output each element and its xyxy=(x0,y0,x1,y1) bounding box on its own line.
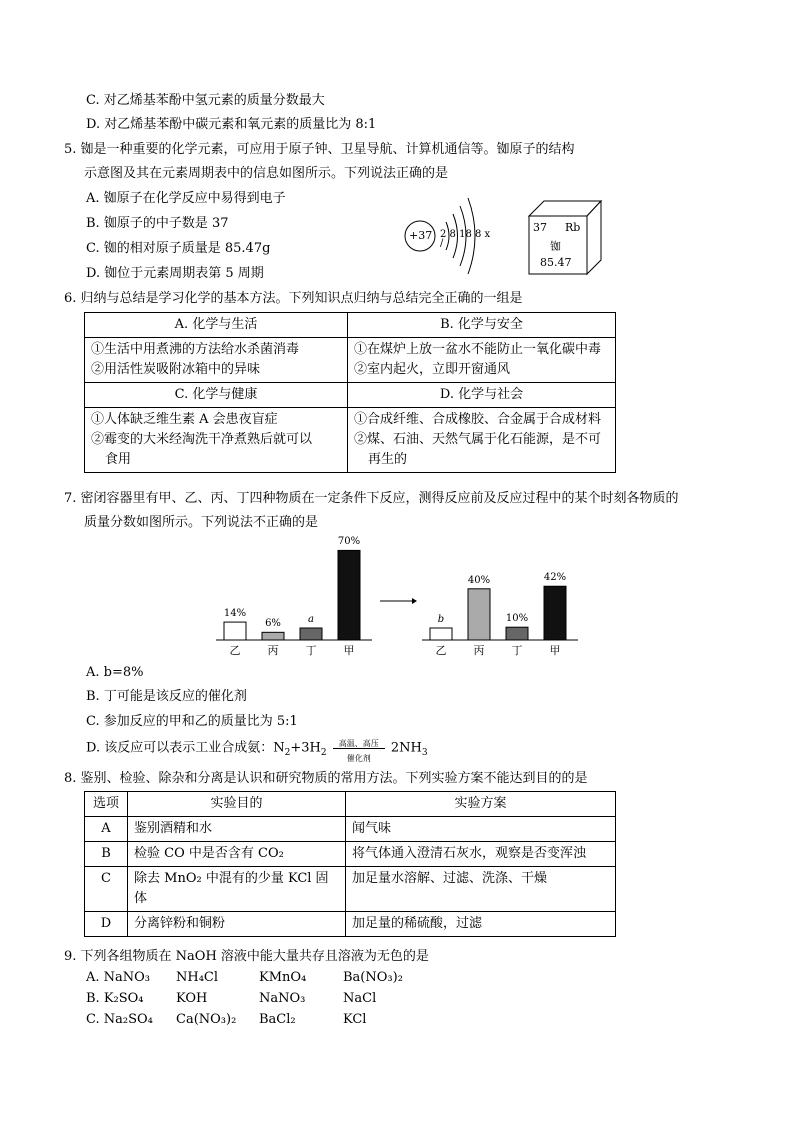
q6-a-item2: ②用活性炭吸附冰箱中的异味 xyxy=(91,362,261,377)
q7-condition-line xyxy=(333,748,385,749)
q7-condition-top: 高温、高压 xyxy=(338,739,379,748)
tick-label: 丙 xyxy=(267,644,279,657)
q6-d-item1: ①合成纤维、合成橡胶、合金属于合成材料 xyxy=(354,412,602,427)
q8-row-goal: 鉴别酒精和水 xyxy=(128,817,346,842)
q6-table xyxy=(84,312,616,473)
q8-row-plan: 将气体通入澄清石灰水，观察是否变浑浊 xyxy=(346,842,616,867)
q8-row-goal: 除去 MnO₂ 中混有的少量 KCl 固体 xyxy=(128,867,346,912)
q8-header-plan: 实验方案 xyxy=(346,792,616,817)
q6-d-title: D. 化学与社会 xyxy=(348,383,616,408)
q6-b-item1: ①在煤炉上放一盆水不能防止一氧化碳中毒 xyxy=(354,342,602,357)
table-row xyxy=(85,867,616,912)
q8-row-key: C xyxy=(85,867,128,912)
cube-symbol: Rb xyxy=(565,221,581,234)
table-row xyxy=(85,842,616,867)
q7-option-a: A. b=8% xyxy=(86,665,144,680)
q7-condition-bottom: 催化剂 xyxy=(346,754,371,763)
bar xyxy=(300,628,322,640)
q8-row-goal: 检验 CO 中是否含有 CO₂ xyxy=(128,842,346,867)
q8-row-plan: 闻气味 xyxy=(346,817,616,842)
tick-label: 丁 xyxy=(305,644,317,657)
q5-option-d: D. 铷位于元素周期表第 5 周期 xyxy=(86,266,264,281)
q6-d-item2b: 再生的 xyxy=(368,452,408,467)
q7-option-d-post: 2NH xyxy=(390,740,422,756)
q8-row-plan: 加足量水溶解、过滤、洗涤、干燥 xyxy=(346,867,616,912)
tick-label: 丙 xyxy=(473,644,485,657)
bar xyxy=(430,628,452,640)
q4-option-d: D. 对乙烯基苯酚中碳元素和氧元素的质量比为 8:1 xyxy=(86,117,377,132)
tick-label: 甲 xyxy=(343,644,355,657)
q7-n2-sub: 2 xyxy=(284,748,291,759)
q9-option-a-1: A. NaNO₃ xyxy=(86,970,151,985)
bar xyxy=(224,622,246,640)
q7-option-d: D. 该反应可以表示工业合成氨：$N_2+3H_2$ 高温、高压 催化剂 $2NH_3$ xyxy=(86,739,428,762)
q7-stem-line2: 质量分数如图所示。下列说法不正确的是 xyxy=(84,515,319,530)
data-label: 6% xyxy=(265,618,281,630)
q9-stem: 9. 下列各组物质在 NaOH 溶液中能大量共存且溶液为无色的是 xyxy=(64,949,429,964)
q8-stem: 8. 鉴别、检验、除杂和分离是认识和研究物质的常用方法。下列实验方案不能达到目的的是 xyxy=(64,771,588,786)
data-label: 42% xyxy=(543,572,567,584)
q9-option-b-2: KOH xyxy=(176,991,208,1006)
q4-option-c: C. 对乙烯基苯酚中氢元素的质量分数最大 xyxy=(86,93,325,108)
cube-atomic-number: 37 xyxy=(533,221,547,234)
q6-stem: 6. 归纳与总结是学习化学的基本方法。下列知识点归纳与总结完全正确的一组是 xyxy=(64,291,523,306)
tick-label: 乙 xyxy=(229,644,241,657)
q7-nh3-sub: 3 xyxy=(421,748,428,759)
q7-option-d-pre: D. 该反应可以表示工业合成氨：N xyxy=(86,740,285,756)
q6-b-title: B. 化学与安全 xyxy=(348,313,616,338)
data-label: 40% xyxy=(467,574,491,586)
q7-reaction-condition xyxy=(331,739,387,763)
q8-header-key: 选项 xyxy=(85,792,128,817)
q9-option-c-3: BaCl₂ xyxy=(259,1012,296,1027)
nucleus-charge: +37 xyxy=(409,229,433,242)
q5-option-a: A. 铷原子在化学反应中易得到电子 xyxy=(86,191,286,206)
q9-option-c-1: C. Na₂SO₄ xyxy=(86,1012,153,1027)
q8-row-key: B xyxy=(85,842,128,867)
q6-a-items xyxy=(85,338,348,383)
bar-chart-after xyxy=(420,530,580,662)
q9-option-b-4: NaCl xyxy=(343,991,377,1006)
q8-row-key: A xyxy=(85,817,128,842)
q9-option-b-1: B. K₂SO₄ xyxy=(86,991,144,1006)
table-row xyxy=(85,817,616,842)
data-label: 14% xyxy=(223,608,247,620)
q6-a-item1: ①生活中用煮沸的方法给水杀菌消毒 xyxy=(91,342,300,357)
q6-c-item2b: 食用 xyxy=(105,452,132,467)
q9-option-a-2: NH₄Cl xyxy=(176,970,219,985)
q6-c-item2a: ②霉变的大米经淘洗干净煮熟后就可以 xyxy=(91,432,313,447)
q9-option-a-3: KMnO₄ xyxy=(259,970,307,985)
q6-c-title: C. 化学与健康 xyxy=(85,383,348,408)
q9-option-c-2: Ca(NO₃)₂ xyxy=(176,1012,237,1027)
q8-row-plan: 加足量的稀硫酸，过滤 xyxy=(346,912,616,937)
q9-option-b-3: NaNO₃ xyxy=(259,991,306,1006)
q9-option-a-4: Ba(NO₃)₂ xyxy=(343,970,403,985)
tick-label: 甲 xyxy=(549,644,561,657)
bar xyxy=(338,550,360,640)
q9-option-c-4: KCl xyxy=(343,1012,367,1027)
q5-stem-line2: 示意图及其在元素周期表中的信息如图所示。下列说法正确的是 xyxy=(84,166,449,181)
q8-row-key: D xyxy=(85,912,128,937)
bar-chart-before xyxy=(214,530,374,662)
table-row xyxy=(85,912,616,937)
data-label: b xyxy=(437,614,445,625)
q7-stem-line1: 7. 密闭容器里有甲、乙、丙、丁四种物质在一定条件下反应，测得反应前及反应过程中的某个时刻各物质的 xyxy=(64,491,679,506)
q6-a-title: A. 化学与生活 xyxy=(85,313,348,338)
q7-option-b: B. 丁可能是该反应的催化剂 xyxy=(86,689,247,704)
q7-h2-sub: 2 xyxy=(320,748,327,759)
q6-c-item1: ①人体缺乏维生素 A 会患夜盲症 xyxy=(91,412,278,427)
q7-option-c: C. 参加反应的甲和乙的质量比为 5:1 xyxy=(86,714,298,729)
q5-option-c: C. 铷的相对原子质量是 85.47g xyxy=(86,241,271,256)
bar xyxy=(544,586,566,640)
tick-label: 丁 xyxy=(511,644,523,657)
electron-shells: 2 8 18 8 x xyxy=(440,229,491,240)
reaction-arrow xyxy=(378,595,418,607)
data-label: 70% xyxy=(337,536,361,548)
q5-option-b: B. 铷原子的中子数是 37 xyxy=(86,216,229,231)
q6-d-item2a: ②煤、石油、天然气属于化石能源，是不可 xyxy=(354,432,602,447)
cube-atomic-mass: 85.47 xyxy=(540,256,572,269)
bar xyxy=(468,589,490,640)
shell-mark: / xyxy=(440,238,444,249)
q6-c-items xyxy=(85,408,348,473)
q8-row-goal: 分离锌粉和铜粉 xyxy=(128,912,346,937)
q8-table xyxy=(84,791,616,937)
q6-d-items xyxy=(348,408,616,473)
cube-element-name: 铷 xyxy=(550,240,561,253)
data-label: a xyxy=(308,614,314,625)
bar xyxy=(506,627,528,640)
bar xyxy=(262,632,284,640)
q6-b-items xyxy=(348,338,616,383)
q8-header-goal: 实验目的 xyxy=(128,792,346,817)
q6-b-item2: ②室内起火，立即开窗通风 xyxy=(354,362,511,377)
tick-label: 乙 xyxy=(435,644,447,657)
data-label: 10% xyxy=(505,613,529,625)
q5-stem-line1: 5. 铷是一种重要的化学元素，可应用于原子钟、卫星导航、计算机通信等。铷原子的结构 xyxy=(64,142,575,157)
